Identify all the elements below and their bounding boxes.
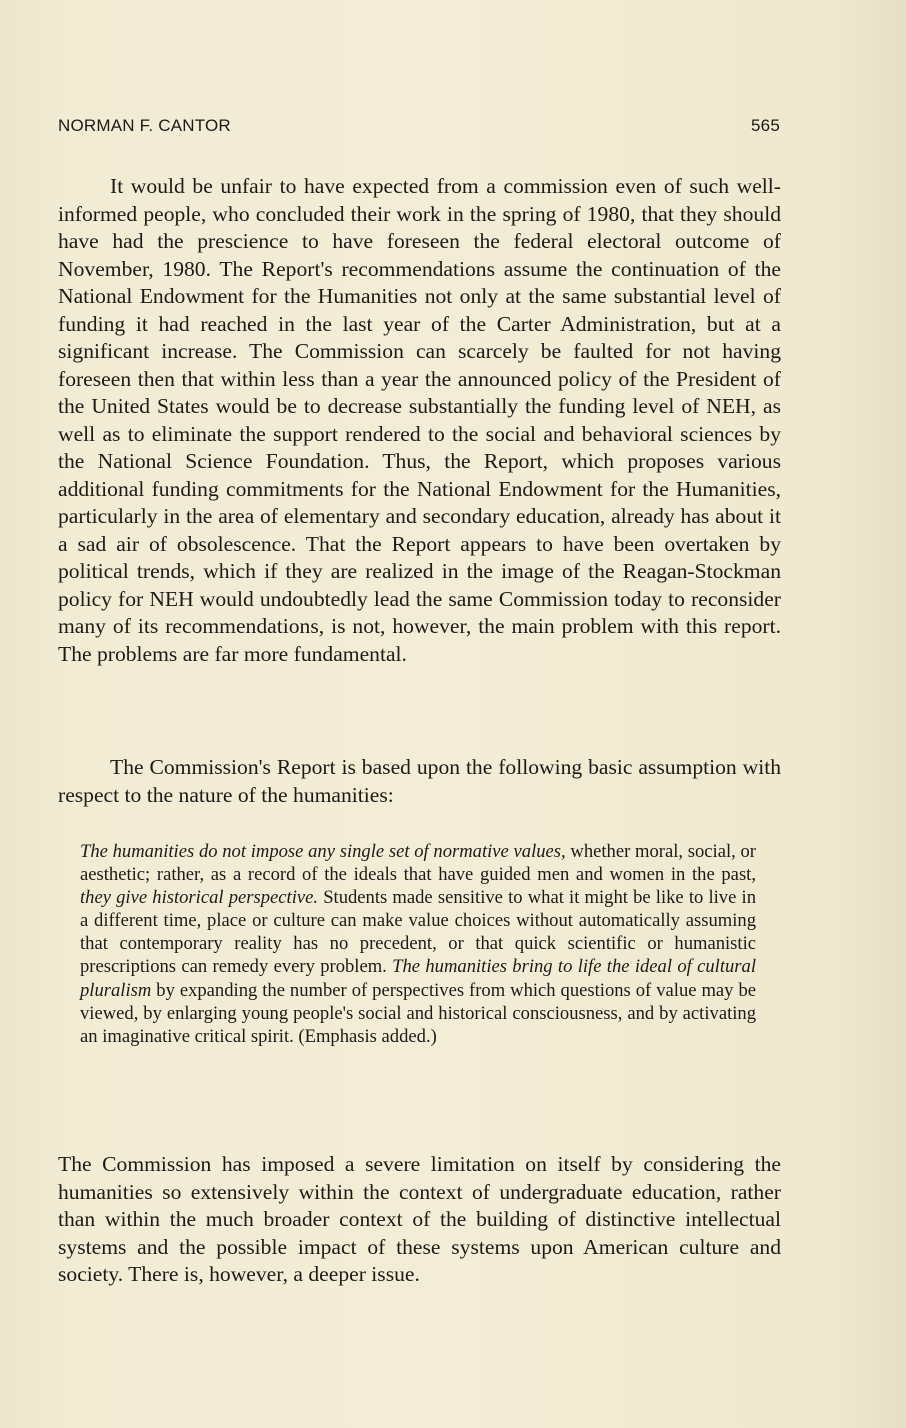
block-quote (80, 840, 756, 1048)
quote-text-1: whether moral, social, or aesthetic; rather, as a record of the ideals that have guided men and women in the past, (80, 841, 756, 886)
quote-emphasis-2: they give historical perspective. (80, 887, 319, 909)
page-number: 565 (751, 116, 780, 135)
quote-text-3: by expanding the number of perspectives from which questions of value may be viewed, by enlarging young people's social and historical consciousness, and by activating an imaginative critical spirit. (Emphasis added.) (80, 979, 756, 1047)
paragraph-2: The Commission's Report is based upon the following basic assumption with respect to the nature of the humanities: (58, 755, 781, 807)
running-head-author: NORMAN F. CANTOR (58, 116, 231, 135)
quote-emphasis-3: The humanities bring to life the ideal of cultural pluralism (80, 956, 757, 1001)
quote-emphasis-1: The humanities do not impose any single set of normative values, (80, 841, 566, 862)
quote-text-2: Students made sensitive to what it might be like to live in a different time, place or culture can make value choices without automatically assuming that contemporary reality has no precedent, or that quick scientific or humanistic prescriptions can remedy every problem. (80, 887, 756, 978)
paragraph-1: It would be unfair to have expected from a commission even of such well-informed people, who concluded their work in the spring of 1980, that they should have had the prescience to have foreseen the federal electoral outcome of November, 1980. The Report's recommendations assume the continuation of the National Endowment for the Humanities not only at the same substantial level of funding it had reached in the last year of the Carter Administration, but at a significant increase. The Commission can scarcely be faulted for not having foreseen then that within less than a year the announced policy of the President of the United States would be to decrease substantially the funding level of NEH, as well as to eliminate the support rendered to the social and behavioral sciences by the National Science Foundation. Thus, the Report, which proposes various additional funding commitments for the National Endowment for the Humanities, particularly in the area of elementary and secondary education, already has about it a sad air of obsolescence. That the Report appears to have been overtaken by political trends, which if they are realized in the image of the Reagan-Stockman policy for NEH would undoubtedly lead the same Commission today to reconsider many of its recommendations, is not, however, the main problem with this report. The problems are far more fundamental. (58, 174, 781, 666)
running-head (58, 116, 780, 140)
paragraph-3: The Commission has imposed a severe limitation on itself by considering the humanities so extensively within the context of undergraduate education, rather than within the much broader context of the building of distinctive intellectual systems and the possible impact of these systems upon American culture and society. There is, however, a deeper issue. (58, 1152, 781, 1286)
